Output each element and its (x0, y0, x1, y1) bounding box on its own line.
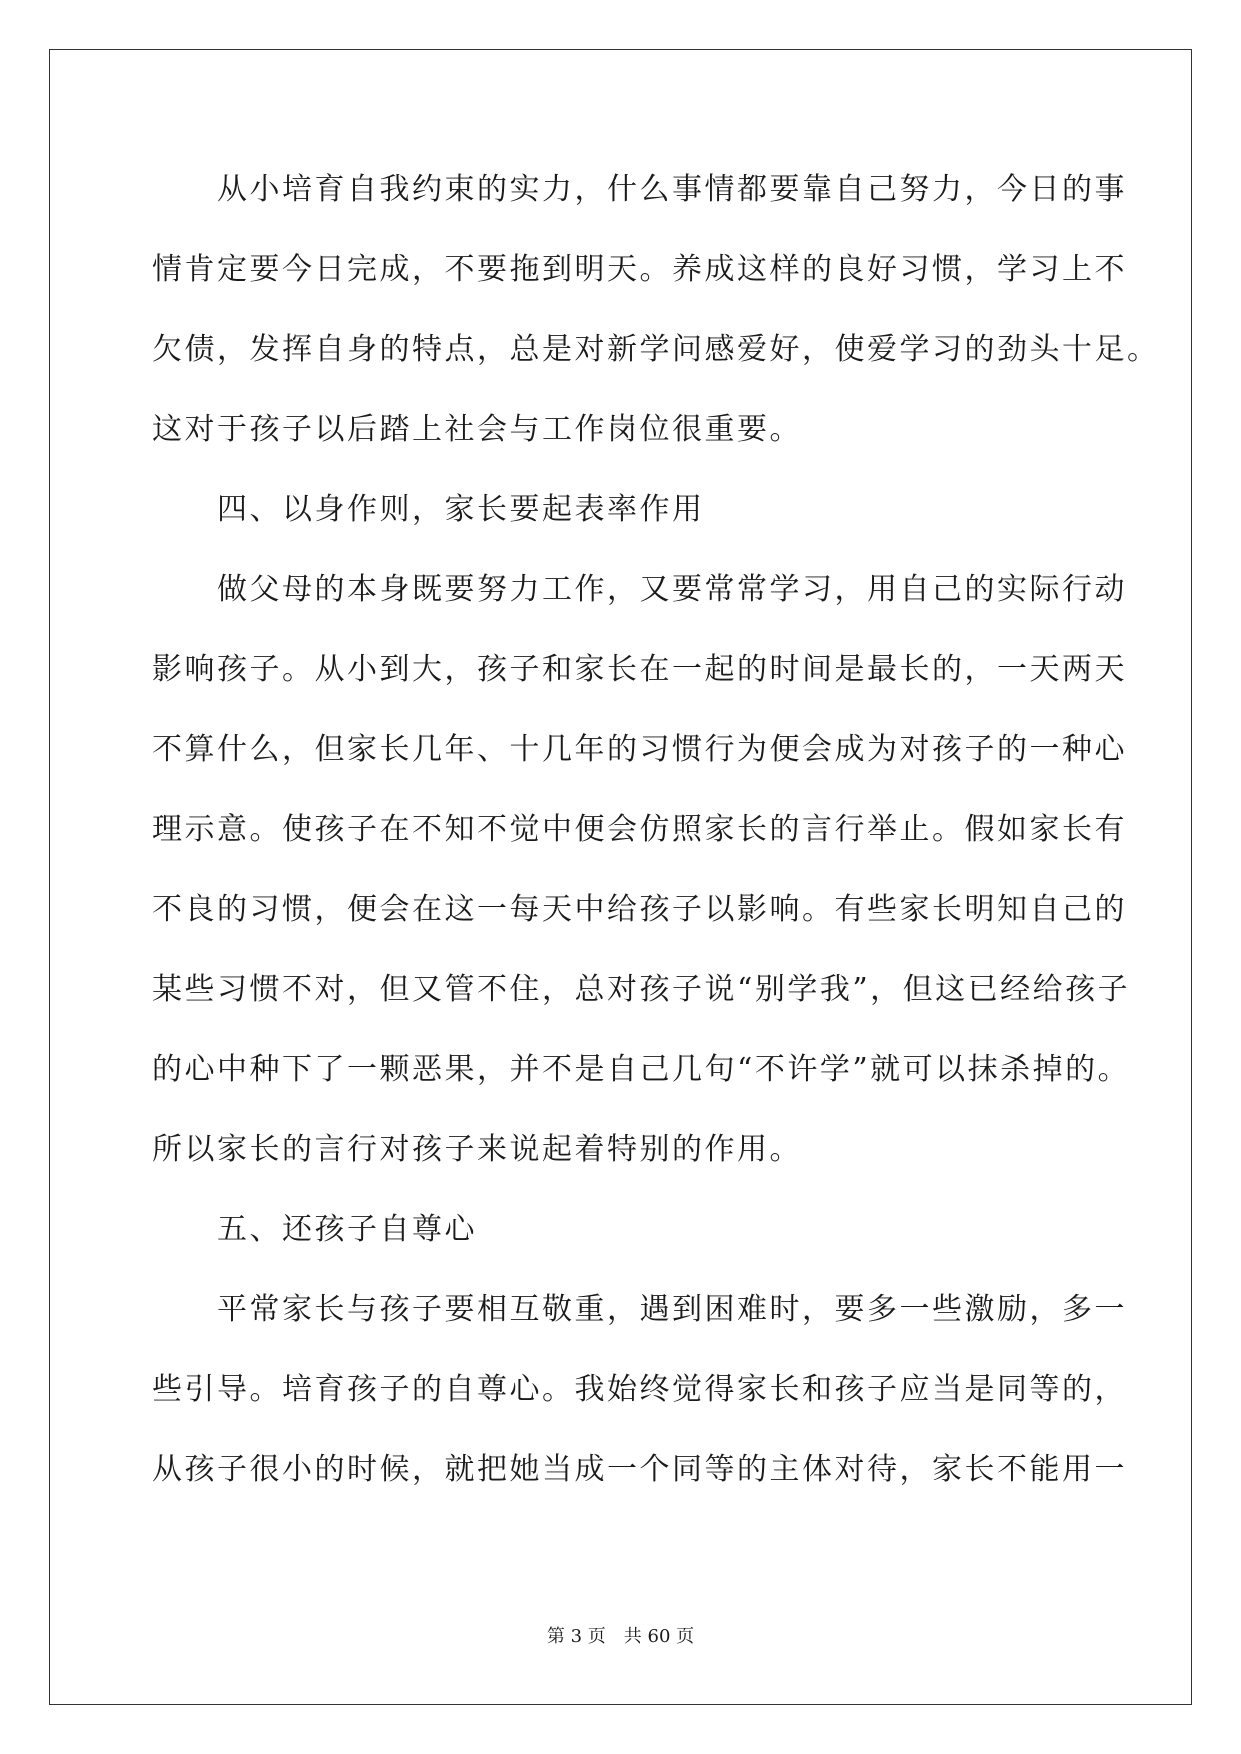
text-line-12: 的心中种下了一颗恶果，并不是自己几句“不许学”就可以抹杀掉的。 (152, 1052, 1131, 1087)
section-heading-4: 四、以身作则，家长要起表率作用 (152, 492, 705, 527)
text-line-7: 影响孩子。从小到大，孩子和家长在一起的时间是最长的，一天两天 (152, 652, 1127, 687)
text-line-4: 这对于孩子以后踏上社会与工作岗位很重要。 (152, 412, 802, 447)
text-line-2: 情肯定要今日完成，不要拖到明天。养成这样的良好习惯，学习上不 (152, 252, 1127, 287)
text-line-15: 平常家长与孩子要相互敬重，遇到困难时，要多一些激励，多一 (152, 1292, 1127, 1327)
document-body (152, 150, 1160, 1510)
text-line-1: 从小培育自我约束的实力，什么事情都要靠自己努力，今日的事 (152, 172, 1127, 207)
text-line-17: 从孩子很小的时候，就把她当成一个同等的主体对待，家长不能用一 (152, 1452, 1127, 1487)
text-line-16: 些引导。培育孩子的自尊心。我始终觉得家长和孩子应当是同等的， (152, 1372, 1127, 1407)
text-line-3: 欠债，发挥自身的特点，总是对新学问感爱好，使爱学习的劲头十足。 (152, 332, 1160, 367)
text-line-8: 不算什么，但家长几年、十几年的习惯行为便会成为对孩子的一种心 (152, 732, 1127, 767)
text-line-9: 理示意。使孩子在不知不觉中便会仿照家长的言行举止。假如家长有 (152, 812, 1127, 847)
text-line-11: 某些习惯不对，但又管不住，总对孩子说“别学我”，但这已经给孩子 (152, 972, 1131, 1007)
text-line-10: 不良的习惯，便会在这一每天中给孩子以影响。有些家长明知自己的 (152, 892, 1127, 927)
text-line-6: 做父母的本身既要努力工作，又要常常学习，用自己的实际行动 (152, 572, 1127, 607)
text-line-13: 所以家长的言行对孩子来说起着特别的作用。 (152, 1132, 802, 1167)
section-heading-5: 五、还孩子自尊心 (152, 1212, 477, 1247)
page-number-footer: 第 3 页 共 60 页 (546, 1626, 695, 1647)
